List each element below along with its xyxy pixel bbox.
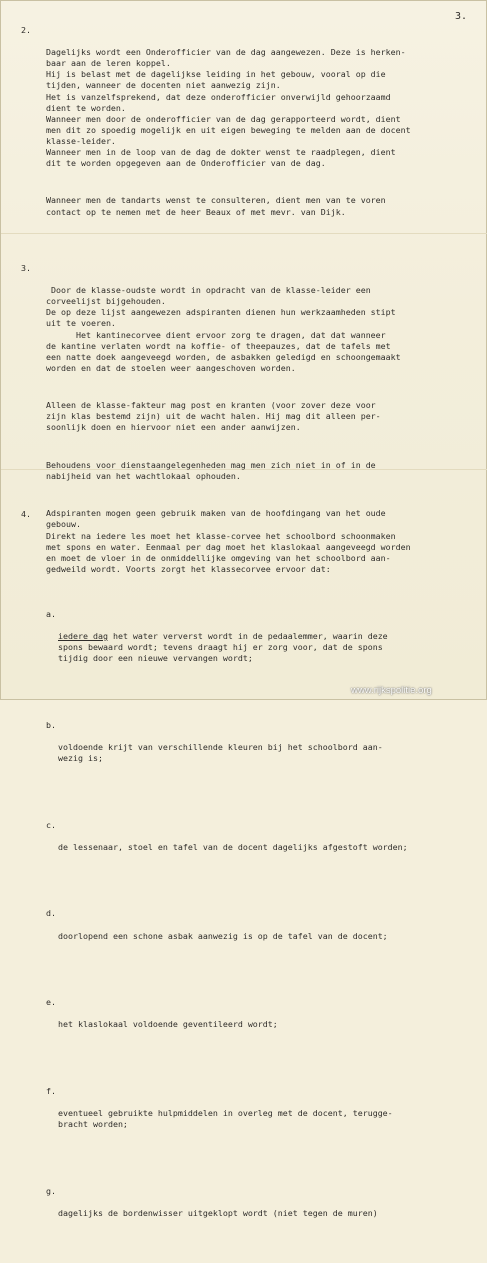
paragraph: Dagelijks wordt een Onderofficier van de dag aangewezen. Deze is herken- baar aan de leren koppel. Hij is belast met de dagelijkse leiding in het gebouw, vooral op die tijden, wanneer de docenten niet aanwezig zijn. Het is vanzelfsprekend, dat deze onderofficier onverwijld gehoorzaamd dient te worden. Wanneer men door de onderofficier van de dag gerapporteerd wordt, dient men dit zo spoedig mogelijk en uit eigen beweging te melden aan de docent klasse-leider. Wanneer men in de loop van de dag de dokter wenst te raadplegen, dient dit te worden opgegeven aan de Onderofficier van de dag.: [46, 47, 411, 169]
list-item: [46, 809, 471, 876]
paragraph: Adspiranten mogen geen gebruik maken van de hoofdingang van het oude gebouw.: [46, 507, 386, 530]
paragraph: Alleen de klasse-fakteur mag post en kranten (voor zover deze voor zijn klas bestemd zijn) uit de wacht halen. Hij mag dit alleen per- soonlijk doen en hiervoor niet een ander aanwijzen.: [46, 400, 381, 433]
section-number: 4.: [21, 509, 31, 519]
paragraph: Direkt na iedere les moet het klasse-corvee het schoolbord schoonmaken met spons en water. Eenmaal per dag moet het klaslokaal aangeveegd worden en moet de vloer in de onmiddellijke omgeving van het schoolbord aan- gedweild wordt. Voorts zorgt het klassecorvee ervoor dat:: [46, 531, 411, 575]
list-item-text: de lessenaar, stoel en tafel van de docent dagelijks afgestoft worden;: [58, 841, 408, 852]
list-item-label: a.: [46, 608, 56, 619]
website-watermark: www.rijkspolitie.org: [351, 685, 432, 696]
section-4: [21, 509, 471, 1263]
emphasis-text: iedere dag: [58, 631, 108, 642]
list-item-text: eventueel gebruikte hulpmiddelen in overleg met de docent, terugge- bracht worden;: [58, 1108, 393, 1130]
list-item-text: dagelijks de bordenwisser uitgeklopt wordt (niet tegen de muren): [58, 1207, 378, 1218]
paragraph: Behoudens voor dienstaangelegenheden mag men zich niet in of in de nabijheid van het wachtlokaal ophouden.: [46, 459, 376, 481]
paragraph: Wanneer men de tandarts wenst te consulteren, dient men van te voren contact op te nemen met de heer Beaux of met mevr. van Dijk.: [46, 195, 386, 217]
list-item: [46, 986, 471, 1053]
list-item-text: het klaslokaal voldoende geventileerd wordt;: [58, 1019, 278, 1030]
list-item-text: het water ververst wordt in de pedaalemmer, waarin deze spons bewaard wordt; tevens draagt hij er zorg voor, dat de spons tijdig door een nieuwe vervangen wordt;: [58, 631, 388, 664]
list-item-label: f.: [46, 1085, 56, 1096]
list-item: [46, 598, 471, 687]
list-item-label: g.: [46, 1185, 56, 1196]
list-item-text: doorlopend een schone asbak aanwezig is op de tafel van de docent;: [58, 930, 388, 941]
list-item: [46, 709, 471, 787]
list-item: [46, 897, 471, 964]
list-item-label: e.: [46, 997, 56, 1008]
paragraph: Door de klasse-oudste wordt in opdracht van de klasse-leider een corveelijst bijgehouden. De op deze lijst aangewezen adspiranten dienen hun werkzaamheden stipt uit te voeren. Het kantinecorvee dient ervoor zorg te dragen, dat dat wanneer de kantine verlaten wordt na koffie- of theepauzes, dat de tafels met een natte doek aangeveegd worden, de asbakken geledigd en schoongemaakt worden en dat de stoelen weer aangeschoven worden.: [46, 285, 401, 373]
section-2: [21, 25, 471, 244]
list-item-text: voldoende krijt van verschillende kleuren bij het schoolbord aan- wezig is;: [58, 741, 383, 764]
section-number: 2.: [21, 25, 31, 35]
list-item: [46, 1075, 471, 1153]
list-item-label: d.: [46, 908, 56, 919]
list-item: [46, 1175, 471, 1242]
list-item-label: b.: [46, 719, 56, 730]
page-number: 3.: [455, 11, 468, 22]
list-item-label: c.: [46, 819, 56, 830]
section-number: 3.: [21, 263, 31, 273]
